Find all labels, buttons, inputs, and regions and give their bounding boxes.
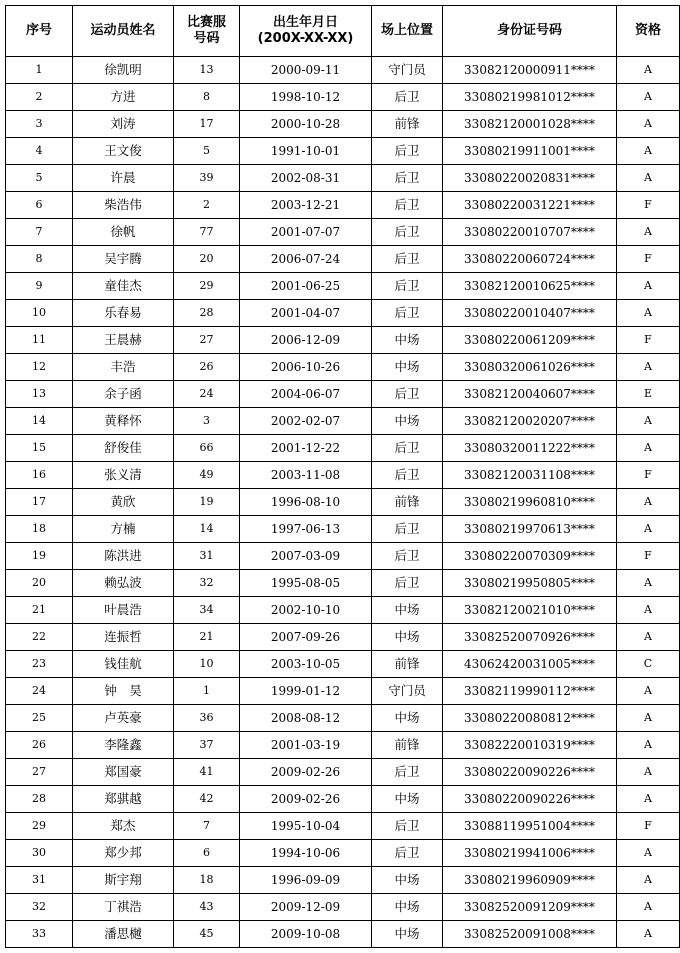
cell-position: 后卫 [372,516,443,543]
cell-birthdate: 1996-08-10 [240,489,372,516]
table-body [6,57,680,948]
cell-grade: A [617,138,680,165]
cell-jersey: 32 [174,570,240,597]
cell-grade: A [617,408,680,435]
cell-position: 后卫 [372,84,443,111]
cell-birthdate: 1994-10-06 [240,840,372,867]
cell-name: 卢英豪 [73,705,174,732]
cell-id-number: 33080220090226**** [443,759,617,786]
cell-jersey: 13 [174,57,240,84]
cell-grade: A [617,624,680,651]
cell-index: 33 [6,921,73,948]
cell-birthdate: 2009-02-26 [240,786,372,813]
cell-position: 后卫 [372,273,443,300]
cell-jersey: 27 [174,327,240,354]
cell-grade: A [617,786,680,813]
cell-birthdate: 2002-10-10 [240,597,372,624]
table-row [6,516,680,543]
cell-grade: A [617,867,680,894]
cell-index: 14 [6,408,73,435]
table-row [6,678,680,705]
header-jersey [174,6,240,57]
cell-name: 陈洪进 [73,543,174,570]
cell-id-number: 33082120001028**** [443,111,617,138]
cell-grade: F [617,543,680,570]
cell-index: 3 [6,111,73,138]
cell-name: 舒俊佳 [73,435,174,462]
cell-jersey: 31 [174,543,240,570]
cell-id-number: 33080219941006**** [443,840,617,867]
cell-id-number: 33080220090226**** [443,786,617,813]
cell-grade: A [617,300,680,327]
cell-position: 后卫 [372,165,443,192]
cell-index: 13 [6,381,73,408]
table-row [6,84,680,111]
cell-id-number: 33082120000911**** [443,57,617,84]
cell-id-number: 43062420031005**** [443,651,617,678]
table-row [6,354,680,381]
header-name: 运动员姓名 [73,6,174,57]
cell-birthdate: 2003-10-05 [240,651,372,678]
cell-jersey: 66 [174,435,240,462]
cell-id-number: 33080220010407**** [443,300,617,327]
cell-grade: F [617,462,680,489]
cell-birthdate: 2009-10-08 [240,921,372,948]
cell-name: 赖弘波 [73,570,174,597]
cell-birthdate: 2006-12-09 [240,327,372,354]
cell-index: 27 [6,759,73,786]
header-jersey-line1: 比赛服 [186,15,226,30]
cell-grade: A [617,732,680,759]
header-index: 序号 [6,6,73,57]
cell-grade: A [617,705,680,732]
table-row [6,273,680,300]
cell-grade: A [617,219,680,246]
cell-id-number: 33082120020207**** [443,408,617,435]
cell-birthdate: 2008-08-12 [240,705,372,732]
cell-name: 柴浩伟 [73,192,174,219]
cell-index: 32 [6,894,73,921]
cell-grade: A [617,597,680,624]
cell-position: 中场 [372,867,443,894]
cell-birthdate: 2002-02-07 [240,408,372,435]
table-row [6,921,680,948]
cell-birthdate: 1998-10-12 [240,84,372,111]
cell-grade: A [617,894,680,921]
cell-birthdate: 2002-08-31 [240,165,372,192]
cell-position: 后卫 [372,435,443,462]
cell-birthdate: 2003-11-08 [240,462,372,489]
cell-index: 10 [6,300,73,327]
cell-position: 中场 [372,624,443,651]
cell-position: 中场 [372,354,443,381]
cell-jersey: 5 [174,138,240,165]
cell-index: 11 [6,327,73,354]
cell-index: 25 [6,705,73,732]
table-row [6,300,680,327]
cell-birthdate: 2009-12-09 [240,894,372,921]
cell-jersey: 43 [174,894,240,921]
table-row [6,57,680,84]
cell-grade: A [617,273,680,300]
cell-name: 方进 [73,84,174,111]
cell-id-number: 33080220020831**** [443,165,617,192]
cell-id-number: 33080220031221**** [443,192,617,219]
header-id-number: 身份证号码 [443,6,617,57]
cell-grade: A [617,678,680,705]
cell-name: 乐春易 [73,300,174,327]
cell-index: 15 [6,435,73,462]
cell-position: 后卫 [372,759,443,786]
cell-id-number: 33080220061209**** [443,327,617,354]
cell-grade: A [617,165,680,192]
cell-position: 前锋 [372,651,443,678]
cell-name: 余子函 [73,381,174,408]
table-row [6,732,680,759]
cell-jersey: 26 [174,354,240,381]
cell-birthdate: 2007-09-26 [240,624,372,651]
cell-position: 后卫 [372,813,443,840]
cell-birthdate: 2001-12-22 [240,435,372,462]
cell-name: 徐帆 [73,219,174,246]
cell-jersey: 36 [174,705,240,732]
cell-grade: C [617,651,680,678]
cell-grade: A [617,570,680,597]
cell-birthdate: 2000-09-11 [240,57,372,84]
cell-position: 后卫 [372,840,443,867]
cell-birthdate: 2006-07-24 [240,246,372,273]
cell-grade: A [617,840,680,867]
cell-position: 中场 [372,786,443,813]
cell-birthdate: 2004-06-07 [240,381,372,408]
table-row [6,381,680,408]
cell-birthdate: 1996-09-09 [240,867,372,894]
cell-grade: A [617,516,680,543]
table-row [6,651,680,678]
table-row [6,435,680,462]
cell-jersey: 2 [174,192,240,219]
cell-jersey: 28 [174,300,240,327]
cell-position: 后卫 [372,570,443,597]
cell-name: 丰浩 [73,354,174,381]
cell-id-number: 33082120040607**** [443,381,617,408]
table-row [6,597,680,624]
cell-position: 前锋 [372,732,443,759]
cell-id-number: 33082520070926**** [443,624,617,651]
cell-jersey: 14 [174,516,240,543]
cell-name: 张义清 [73,462,174,489]
cell-jersey: 49 [174,462,240,489]
header-birthdate-line1: 出生年月日 [272,15,338,30]
cell-name: 斯宇翔 [73,867,174,894]
cell-index: 23 [6,651,73,678]
cell-jersey: 42 [174,786,240,813]
cell-birthdate: 2001-06-25 [240,273,372,300]
cell-id-number: 33080220080812**** [443,705,617,732]
cell-index: 28 [6,786,73,813]
table-row [6,759,680,786]
cell-name: 叶晨浩 [73,597,174,624]
cell-grade: A [617,489,680,516]
cell-position: 前锋 [372,111,443,138]
cell-id-number: 33080220060724**** [443,246,617,273]
cell-jersey: 21 [174,624,240,651]
cell-name: 连振哲 [73,624,174,651]
cell-index: 18 [6,516,73,543]
cell-position: 后卫 [372,138,443,165]
cell-index: 17 [6,489,73,516]
cell-grade: F [617,246,680,273]
header-position: 场上位置 [372,6,443,57]
cell-position: 守门员 [372,57,443,84]
cell-position: 守门员 [372,678,443,705]
header-grade: 资格 [617,6,680,57]
cell-birthdate: 2000-10-28 [240,111,372,138]
cell-position: 中场 [372,894,443,921]
cell-name: 方楠 [73,516,174,543]
table-row [6,867,680,894]
table-row [6,138,680,165]
cell-jersey: 41 [174,759,240,786]
cell-position: 后卫 [372,192,443,219]
cell-index: 29 [6,813,73,840]
cell-name: 郑国豪 [73,759,174,786]
cell-index: 12 [6,354,73,381]
cell-name: 郑少邦 [73,840,174,867]
cell-position: 前锋 [372,489,443,516]
cell-grade: E [617,381,680,408]
cell-jersey: 77 [174,219,240,246]
table-row [6,192,680,219]
cell-birthdate: 1995-10-04 [240,813,372,840]
cell-name: 吴宇腾 [73,246,174,273]
table-row [6,327,680,354]
table-row [6,570,680,597]
cell-position: 后卫 [372,246,443,273]
cell-jersey: 29 [174,273,240,300]
cell-name: 钱佳航 [73,651,174,678]
header-jersey-line2: 号码 [193,31,220,46]
cell-grade: A [617,921,680,948]
cell-index: 5 [6,165,73,192]
cell-grade: A [617,354,680,381]
cell-birthdate: 1995-08-05 [240,570,372,597]
cell-grade: A [617,111,680,138]
table-row [6,813,680,840]
cell-jersey: 1 [174,678,240,705]
cell-name: 王晨赫 [73,327,174,354]
cell-position: 后卫 [372,219,443,246]
cell-jersey: 39 [174,165,240,192]
player-roster-table [5,5,680,948]
cell-position: 后卫 [372,462,443,489]
cell-position: 后卫 [372,300,443,327]
cell-name: 刘涛 [73,111,174,138]
cell-birthdate: 2007-03-09 [240,543,372,570]
table-row [6,705,680,732]
cell-grade: F [617,327,680,354]
cell-id-number: 33082119990112**** [443,678,617,705]
cell-index: 21 [6,597,73,624]
cell-name: 王文俊 [73,138,174,165]
cell-jersey: 17 [174,111,240,138]
cell-birthdate: 1999-01-12 [240,678,372,705]
cell-id-number: 33080219960810**** [443,489,617,516]
cell-id-number: 33080219911001**** [443,138,617,165]
cell-name: 童佳杰 [73,273,174,300]
cell-birthdate: 2003-12-21 [240,192,372,219]
cell-position: 中场 [372,327,443,354]
table-row [6,489,680,516]
header-birthdate-line2: (200X-XX-XX) [257,31,354,46]
cell-birthdate: 1997-06-13 [240,516,372,543]
cell-id-number: 33082120031108**** [443,462,617,489]
cell-grade: A [617,84,680,111]
table-row [6,462,680,489]
table-row [6,624,680,651]
cell-jersey: 3 [174,408,240,435]
cell-index: 16 [6,462,73,489]
table-row [6,165,680,192]
cell-index: 6 [6,192,73,219]
cell-jersey: 34 [174,597,240,624]
cell-id-number: 33080219970613**** [443,516,617,543]
cell-index: 4 [6,138,73,165]
cell-id-number: 33080219981012**** [443,84,617,111]
cell-name: 许晨 [73,165,174,192]
cell-grade: F [617,813,680,840]
cell-id-number: 33088119951004**** [443,813,617,840]
cell-position: 后卫 [372,543,443,570]
cell-index: 8 [6,246,73,273]
cell-birthdate: 2001-07-07 [240,219,372,246]
cell-birthdate: 2006-10-26 [240,354,372,381]
cell-name: 李隆鑫 [73,732,174,759]
cell-jersey: 45 [174,921,240,948]
cell-birthdate: 2001-04-07 [240,300,372,327]
cell-position: 中场 [372,408,443,435]
cell-position: 中场 [372,921,443,948]
cell-birthdate: 2001-03-19 [240,732,372,759]
header-birthdate [240,6,372,57]
cell-id-number: 33082120010625**** [443,273,617,300]
cell-index: 7 [6,219,73,246]
cell-jersey: 37 [174,732,240,759]
table-header-row [6,6,680,57]
cell-grade: F [617,192,680,219]
cell-birthdate: 2009-02-26 [240,759,372,786]
cell-grade: A [617,57,680,84]
cell-position: 中场 [372,597,443,624]
cell-name: 郑杰 [73,813,174,840]
table-row [6,246,680,273]
cell-id-number: 33080219960909**** [443,867,617,894]
cell-jersey: 10 [174,651,240,678]
cell-index: 2 [6,84,73,111]
cell-name: 黄释怀 [73,408,174,435]
cell-name: 丁祺浩 [73,894,174,921]
cell-id-number: 33080320061026**** [443,354,617,381]
cell-birthdate: 1991-10-01 [240,138,372,165]
cell-jersey: 7 [174,813,240,840]
table-row [6,894,680,921]
cell-name: 钟 昊 [73,678,174,705]
cell-index: 20 [6,570,73,597]
cell-index: 22 [6,624,73,651]
table-row [6,408,680,435]
cell-id-number: 33082520091008**** [443,921,617,948]
cell-jersey: 8 [174,84,240,111]
cell-name: 郑骐越 [73,786,174,813]
table-row [6,543,680,570]
table-row [6,219,680,246]
cell-id-number: 33082120021010**** [443,597,617,624]
cell-position: 中场 [372,705,443,732]
cell-id-number: 33082220010319**** [443,732,617,759]
cell-jersey: 19 [174,489,240,516]
cell-jersey: 20 [174,246,240,273]
cell-name: 徐凯明 [73,57,174,84]
cell-grade: A [617,759,680,786]
cell-position: 后卫 [372,381,443,408]
cell-index: 30 [6,840,73,867]
cell-id-number: 33080219950805**** [443,570,617,597]
table-row [6,786,680,813]
cell-jersey: 24 [174,381,240,408]
cell-index: 26 [6,732,73,759]
cell-jersey: 6 [174,840,240,867]
cell-index: 1 [6,57,73,84]
cell-index: 24 [6,678,73,705]
cell-id-number: 33082520091209**** [443,894,617,921]
cell-jersey: 18 [174,867,240,894]
cell-id-number: 33080220070309**** [443,543,617,570]
table-row [6,111,680,138]
cell-id-number: 33080320011222**** [443,435,617,462]
cell-name: 潘思樾 [73,921,174,948]
cell-name: 黄欣 [73,489,174,516]
cell-id-number: 33080220010707**** [443,219,617,246]
table-row [6,840,680,867]
cell-grade: A [617,435,680,462]
cell-index: 19 [6,543,73,570]
cell-index: 9 [6,273,73,300]
cell-index: 31 [6,867,73,894]
